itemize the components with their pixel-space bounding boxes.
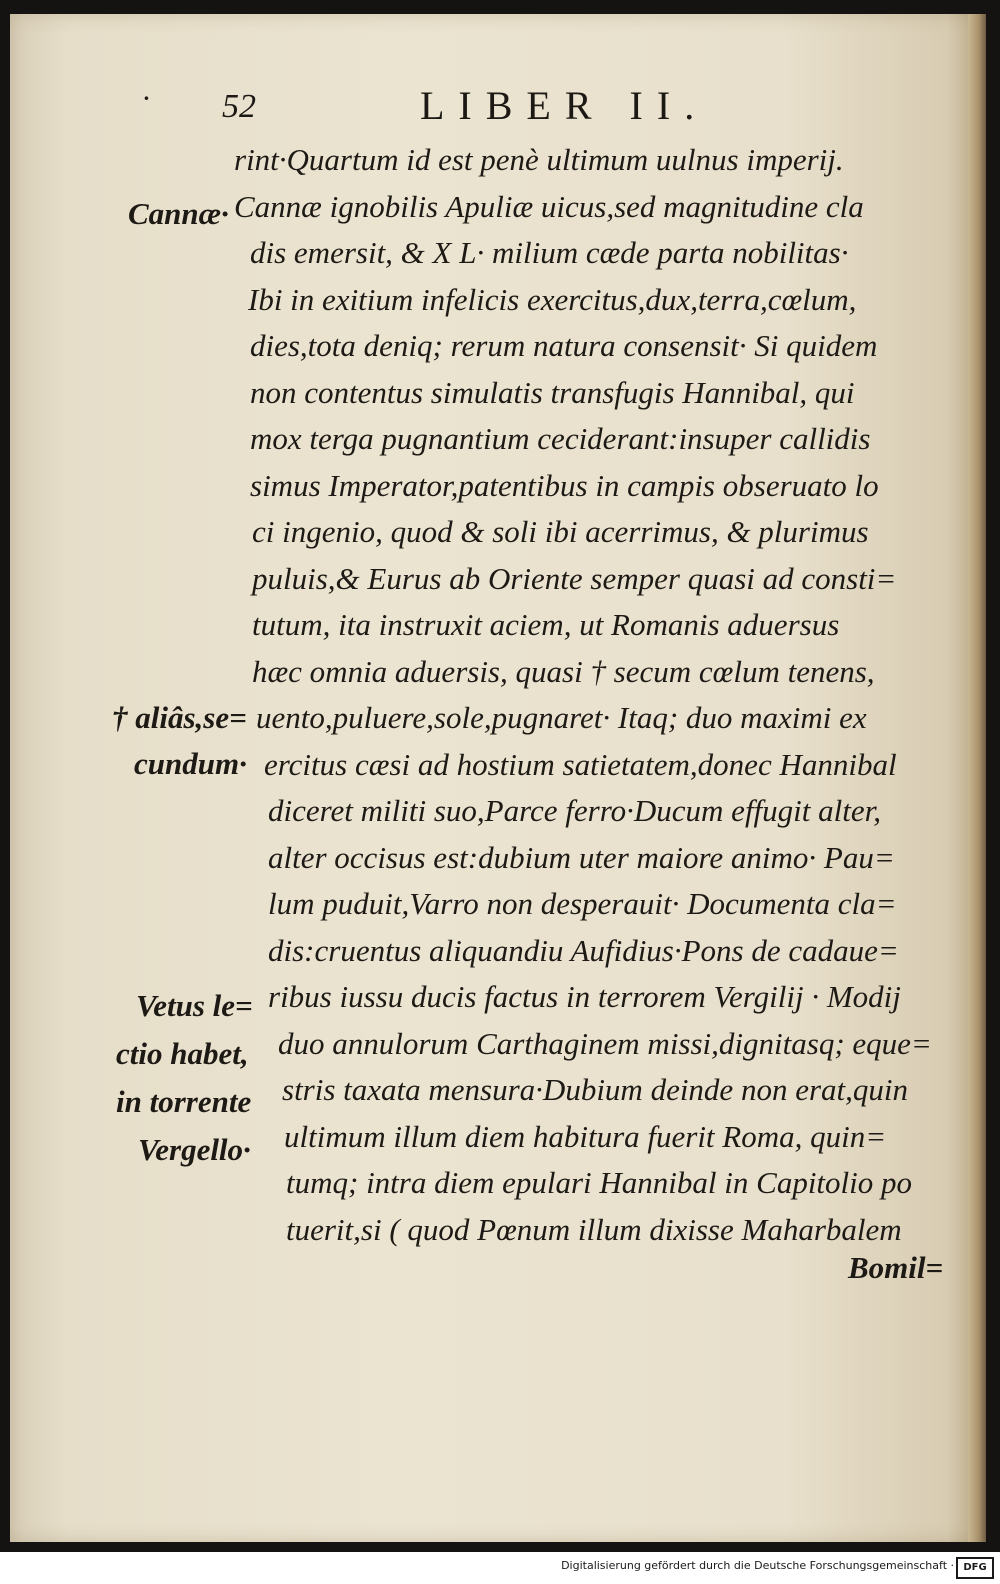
text-line: tutum, ita instruxit aciem, ut Romanis aduersus	[252, 607, 840, 642]
margin-note-vetus-line-3: in torrente	[116, 1084, 252, 1119]
margin-note-cannae: Cannæ·	[128, 196, 229, 231]
dfg-logo: DFG	[956, 1557, 994, 1579]
footer-bar	[0, 1552, 1000, 1584]
text-line: dies,tota deniq; rerum natura consensit· Si quidem	[250, 328, 878, 363]
header-dot: ·	[142, 82, 151, 115]
catchword: Bomil=	[848, 1250, 944, 1285]
text-line: dis:cruentus aliquandiu Aufidius·Pons de cadaue=	[268, 933, 899, 968]
text-line: ultimum illum diem habitura fuerit Roma, quin=	[284, 1119, 887, 1154]
text-line: stris taxata mensura·Dubium deinde non erat,quin	[282, 1072, 908, 1107]
text-line: alter occisus est:dubium uter maiore animo· Pau=	[268, 840, 895, 875]
text-line: puluis,& Eurus ab Oriente semper quasi ad consti=	[252, 561, 897, 596]
margin-note-vetus-line-2: ctio habet,	[116, 1036, 249, 1071]
footer-credit: Digitalisierung gefördert durch die Deutsche Forschungsgemeinschaft ·	[561, 1559, 954, 1572]
text-line: dis emersit, & X L· milium cæde parta nobilitas·	[250, 235, 849, 270]
text-line: ribus iussu ducis factus in terrorem Vergilij · Modij	[268, 979, 901, 1014]
text-line: Cannæ ignobilis Apuliæ uicus,sed magnitudine cla	[234, 189, 864, 224]
page-number: 52	[222, 88, 256, 125]
text-line: rint·Quartum id est penè ultimum uulnus imperij.	[234, 142, 844, 177]
text-line: lum puduit,Varro non desperauit· Documenta cla=	[268, 886, 897, 921]
text-line: non contentus simulatis transfugis Hannibal, qui	[250, 375, 855, 410]
margin-note-alias-line-2: cundum·	[134, 746, 247, 781]
page-edge	[968, 14, 986, 1542]
running-head: LIBER II.	[420, 83, 709, 128]
margin-note-vetus-line-4: Vergello·	[138, 1132, 251, 1167]
text-line: simus Imperator,patentibus in campis obseruato lo	[250, 468, 879, 503]
text-line: ercitus cæsi ad hostium satietatem,donec Hannibal	[264, 747, 897, 782]
text-line: tuerit,si ( quod Pœnum illum dixisse Maharbalem	[286, 1212, 902, 1247]
margin-note-alias-line-1: † aliâs,se=	[112, 700, 247, 735]
text-line: uento,puluere,sole,pugnaret· Itaq; duo maximi ex	[256, 700, 867, 735]
text-line: ci ingenio, quod & soli ibi acerrimus, & plurimus	[252, 514, 869, 549]
text-line: tumq; intra diem epulari Hannibal in Capitolio po	[286, 1165, 913, 1200]
text-line: Ibi in exitium infelicis exercitus,dux,terra,cœlum,	[248, 282, 857, 317]
text-line: diceret militi suo,Parce ferro·Ducum effugit alter,	[268, 793, 882, 828]
text-line: duo annulorum Carthaginem missi,dignitasq; eque=	[278, 1026, 932, 1061]
text-line: mox terga pugnantium ceciderant:insuper callidis	[250, 421, 871, 456]
margin-note-vetus-line-1: Vetus le=	[136, 988, 253, 1023]
text-line: hæc omnia aduersis, quasi † secum cœlum tenens,	[252, 654, 875, 689]
